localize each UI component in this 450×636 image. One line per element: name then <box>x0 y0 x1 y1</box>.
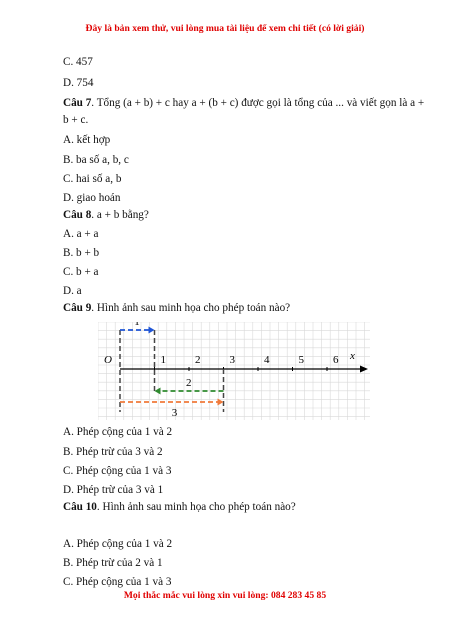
q8-option-b: B. b + b <box>63 247 100 259</box>
option-d-prev: D. 754 <box>63 77 94 89</box>
arrows <box>120 322 224 419</box>
tick-label: 4 <box>264 354 270 366</box>
q7-option-a: A. kết hợp <box>63 134 111 146</box>
q9-option-a: A. Phép cộng của 1 và 2 <box>63 426 173 438</box>
q7-option-d: D. giao hoán <box>63 192 121 204</box>
grid <box>98 322 370 420</box>
arrow-three-label: 3 <box>171 407 178 419</box>
q8-option-d: D. a <box>63 285 82 297</box>
question-10 <box>63 501 296 514</box>
axis-arrowhead <box>360 366 368 373</box>
tick-label: 5 <box>298 354 304 366</box>
q10-option-a: A. Phép cộng của 1 và 2 <box>63 538 173 550</box>
question-8-label: Câu 8 <box>63 209 92 221</box>
question-7 <box>63 97 424 110</box>
arrow-one-label: 1 <box>134 322 140 328</box>
footer-banner: Mọi thắc mắc vui lòng xin vui lòng: 084 283 45 85 <box>123 590 327 601</box>
question-8-text: . a + b bằng? <box>91 209 149 221</box>
q8-option-a: A. a + a <box>63 228 99 240</box>
q7-option-b: B. ba số a, b, c <box>63 154 129 166</box>
option-c-prev: C. 457 <box>63 56 93 68</box>
q10-option-c: C. Phép cộng của 1 và 3 <box>63 576 172 588</box>
q9-option-b: B. Phép trừ của 3 và 2 <box>63 446 163 458</box>
origin-label: O <box>104 354 112 366</box>
question-9-text: . Hình ảnh sau minh họa cho phép toán nào? <box>91 302 291 314</box>
question-10-label: Câu 10 <box>63 501 97 513</box>
arrow-two-label: 2 <box>186 377 192 389</box>
tick-label: 1 <box>160 354 166 366</box>
tick-label: 2 <box>195 354 201 366</box>
question-9 <box>63 302 290 315</box>
q8-option-c: C. b + a <box>63 266 99 278</box>
question-7-label: Câu 7 <box>63 97 92 109</box>
q9-option-d: D. Phép trừ của 3 và 1 <box>63 484 164 496</box>
q9-option-c: C. Phép cộng của 1 và 3 <box>63 465 172 477</box>
question-9-label: Câu 9 <box>63 302 92 314</box>
arrow-two-head <box>155 388 161 395</box>
tick-label: 3 <box>229 354 235 366</box>
question-7-text: . Tổng (a + b) + c hay a + (b + c) được gọi là tổng của ... và viết gọn là a + <box>91 97 425 109</box>
q7-option-c: C. hai số a, b <box>63 173 122 185</box>
question-8 <box>63 209 149 222</box>
question-7-text-cont: b + c. <box>63 114 89 126</box>
axis-label: x <box>350 350 355 362</box>
arrow-one-head <box>149 327 155 334</box>
tick-label: 6 <box>333 354 339 366</box>
number-line-figure <box>98 322 370 420</box>
q10-option-b: B. Phép trừ của 2 và 1 <box>63 557 163 569</box>
header-banner: Đây là bản xem thử, vui lòng mua tài liệu để xem chi tiết (có lời giải) <box>85 23 365 34</box>
question-10-text: . Hình ảnh sau minh họa cho phép toán nào? <box>96 501 296 513</box>
